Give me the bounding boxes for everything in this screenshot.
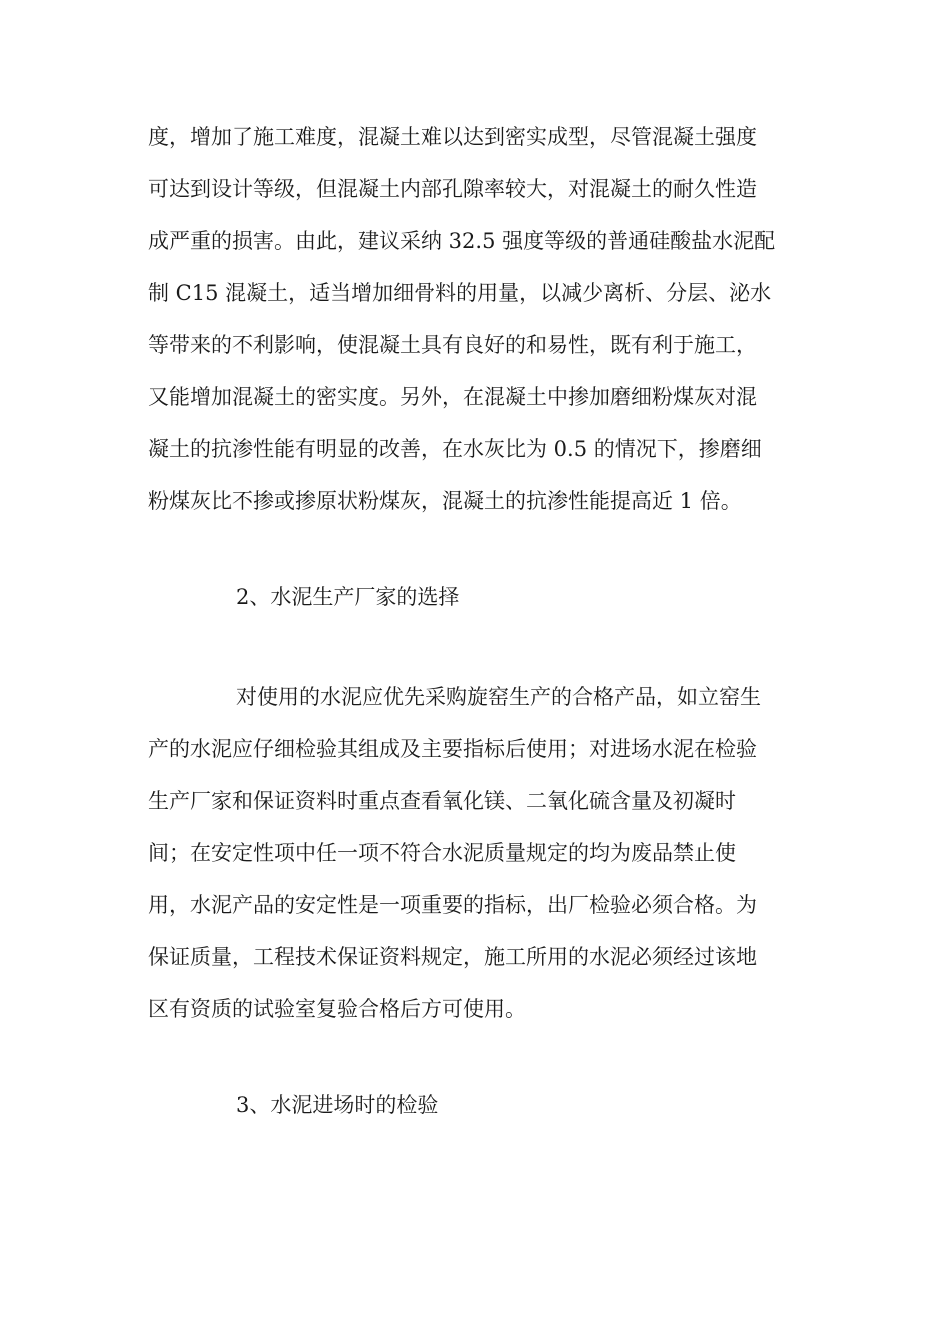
paragraph-2-line: 区有资质的试验室复验合格后方可使用。 <box>148 997 526 1021</box>
paragraph-1-line: 制 C15 混凝土，适当增加细骨料的用量，以减少离析、分层、泌水 <box>148 281 772 305</box>
paragraph-2-line: 用，水泥产品的安定性是一项重要的指标，出厂检验必须合格。为 <box>148 893 757 917</box>
paragraph-1-line: 成严重的损害。由此，建议采纳 32.5 强度等级的普通硅酸盐水泥配 <box>148 229 776 253</box>
paragraph-1-line: 可达到设计等级，但混凝土内部孔隙率较大，对混凝土的耐久性造 <box>148 177 757 201</box>
section-heading-2: 2、水泥生产厂家的选择 <box>236 585 460 609</box>
paragraph-2-line: 生产厂家和保证资料时重点查看氧化镁、二氧化硫含量及初凝时 <box>148 789 736 813</box>
paragraph-2-line: 产的水泥应仔细检验其组成及主要指标后使用；对进场水泥在检验 <box>148 737 757 761</box>
paragraph-1-line: 凝土的抗渗性能有明显的改善，在水灰比为 0.5 的情况下，掺磨细 <box>148 437 762 461</box>
paragraph-1-line: 度，增加了施工难度，混凝土难以达到密实成型，尽管混凝土强度 <box>148 125 757 149</box>
paragraph-2-line: 间；在安定性项中任一项不符合水泥质量规定的均为废品禁止使 <box>148 841 736 865</box>
paragraph-1-line: 又能增加混凝土的密实度。另外，在混凝土中掺加磨细粉煤灰对混 <box>148 385 757 409</box>
paragraph-1-line: 粉煤灰比不掺或掺原状粉煤灰，混凝土的抗渗性能提高近 1 倍。 <box>148 489 742 513</box>
paragraph-2-line: 对使用的水泥应优先采购旋窑生产的合格产品，如立窑生 <box>236 685 761 709</box>
paragraph-1-line: 等带来的不利影响，使混凝土具有良好的和易性，既有利于施工， <box>148 333 757 357</box>
paragraph-2-line: 保证质量，工程技术保证资料规定，施工所用的水泥必须经过该地 <box>148 945 757 969</box>
section-heading-3: 3、水泥进场时的检验 <box>236 1093 439 1117</box>
